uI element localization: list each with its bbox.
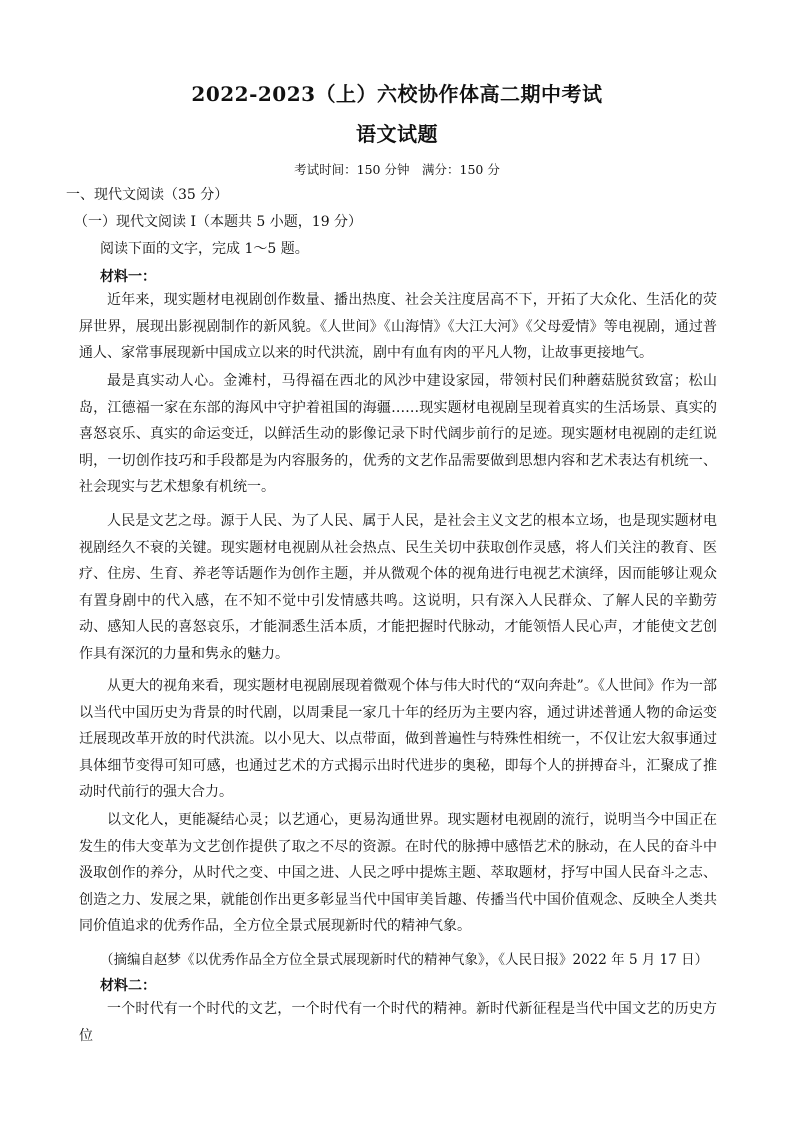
- material-one-paragraph: 以文化人，更能凝结心灵；以艺通心，更易沟通世界。现实题材电视剧的流行，说明当今中国正在发生的伟大变革为文艺创作提供了取之不尽的资源。在时代的脉搏中感悟艺术的脉动，在人民的奋斗中汲取创作的养分，从时代之变、中国之进、人民之呼中提炼主题、萃取题材，抒写中国人民奋斗之志、创造之力、发展之果，就能创作出更多彰显当代中国审美旨趣、传播当代中国价值观念、反映全人类共同价值追求的优秀作品，全方位全景式展现新时代的精神气象。: [79, 812, 717, 935]
- reading-instruction: 阅读下面的文字，完成 1～5 题。: [100, 241, 309, 257]
- material-two-paragraph: 一个时代有一个时代的文艺，一个时代有一个时代的精神。新时代新征程是当代中国文艺的历史方位: [79, 1001, 717, 1044]
- material-one-paragraph: 从更大的视角来看，现实题材电视剧展现着微观个体与伟大时代的“双向奔赴”。《人世间》作为一部以当代中国历史为背景的时代剧，以周秉昆一家几十年的经历为主要内容，通过讲述普通人物的命运变迁展现改革开放的时代洪流。以小见大、以点带面，做到普遍性与特殊性相统一，不仅让宏大叙事通过具体细节变得可知可感，也通过艺术的方式揭示出时代进步的奥秘，即每个人的拼搏奋斗，汇聚成了推动时代前行的强大合力。: [79, 678, 717, 801]
- material-one-source: （摘编自赵梦《以优秀作品全方位全景式展现新时代的精神气象》，《人民日报》2022 年 5 月 17 日）: [100, 952, 709, 968]
- exam-info: 考试时间：150 分钟 满分：150 分: [294, 162, 500, 177]
- material-one-paragraph: 近年来，现实题材电视剧创作数量、播出热度、社会关注度居高不下，开拓了大众化、生活化的荧屏世界，展现出影视剧制作的新风貌。《人世间》《山海情》《大江大河》《父母爱情》等电视剧，通过普通人、家常事展现新中国成立以来的时代洪流，剧中有血有肉的平凡人物，让故事更接地气。: [79, 292, 717, 362]
- material-one-paragraph: 最是真实动人心。金滩村，马得福在西北的风沙中建设家园，带领村民们种蘑菇脱贫致富；松山岛，江德福一家在东部的海风中守护着祖国的海疆……现实题材电视剧呈现着真实的生活场景、真实的喜怒哀乐、真实的命运变迁，以鲜活生动的影像记录下时代阔步前行的足迹。现实题材电视剧的走红说明，一切创作技巧和手段都是为内容服务的，优秀的文艺作品需要做到思想内容和艺术表达有机统一、社会现实与艺术想象有机统一。: [79, 373, 717, 496]
- material-two-label: 材料二：: [100, 978, 156, 994]
- material-one-label: 材料一：: [100, 269, 156, 285]
- section-subheading: （一）现代文阅读 I（本题共 5 小题，19 分）: [74, 214, 363, 230]
- exam-subtitle: 语文试题: [356, 122, 438, 146]
- exam-title: 2022-2023（上）六校协作体高二期中考试: [191, 82, 603, 106]
- section-heading: 一、现代文阅读（35 分）: [66, 187, 229, 203]
- material-one-paragraph: 人民是文艺之母。源于人民、为了人民、属于人民，是社会主义文艺的根本立场，也是现实题材电视剧经久不衰的关键。现实题材电视剧从社会热点、民生关切中获取创作灵感，将人们关注的教育、医疗、住房、生育、养老等话题作为创作主题，并从微观个体的视角进行电视艺术演绎，因而能够让观众有置身剧中的代入感，在不知不觉中引发情感共鸣。这说明，只有深入人民群众、了解人民的辛勤劳动、感知人民的喜怒哀乐，才能洞悉生活本质，才能把握时代脉动，才能领悟人民心声，才能使文艺创作具有深沉的力量和隽永的魅力。: [79, 513, 717, 662]
